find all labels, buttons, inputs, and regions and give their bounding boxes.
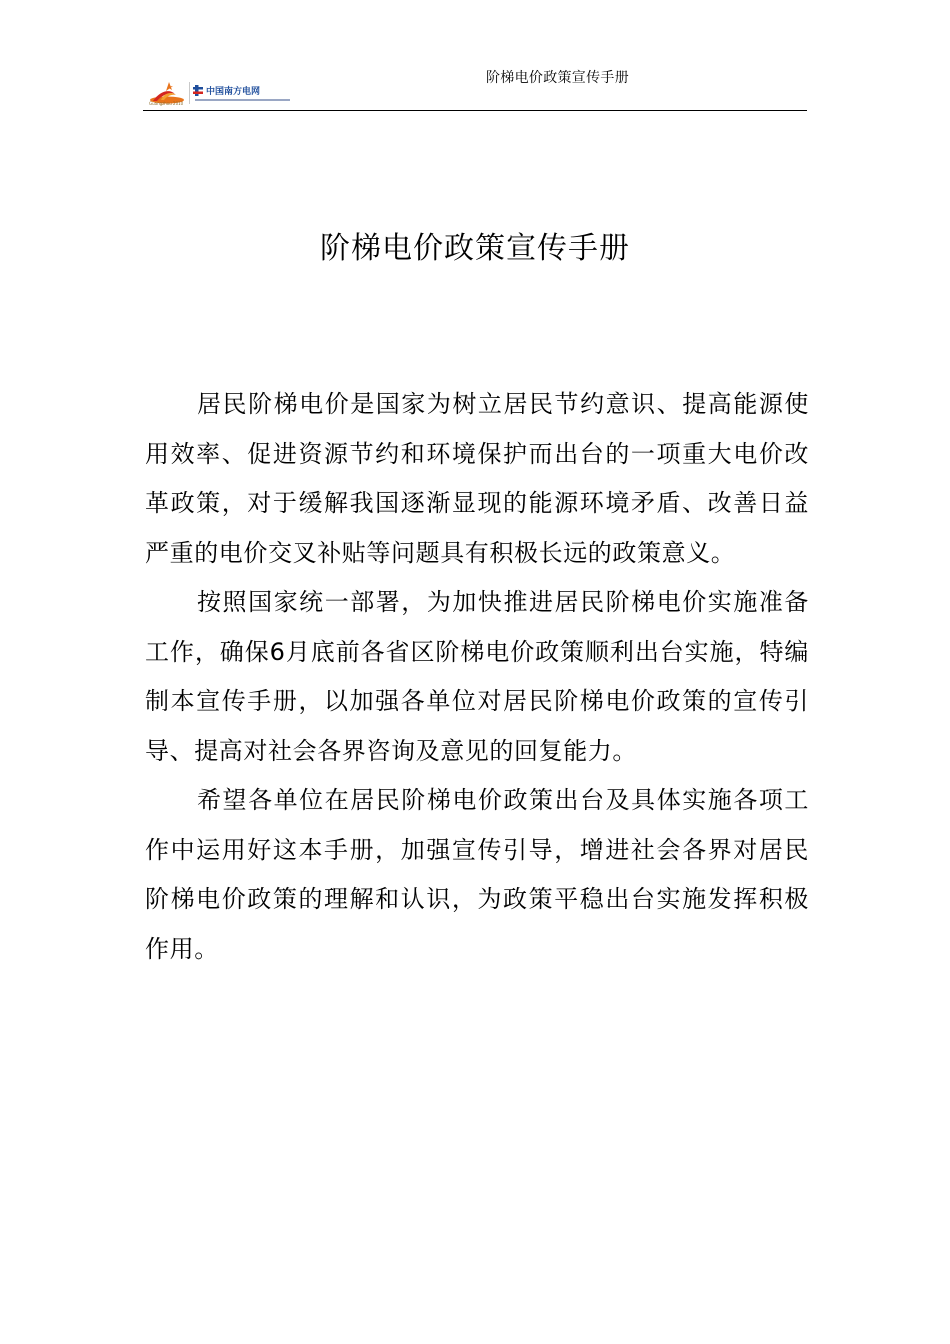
header-title: 阶梯电价政策宣传手册 [486,70,629,86]
china-southern-power-grid-logo [145,80,295,106]
paragraph-purpose: 按照国家统一部署，为加快推进居民阶梯电价实施准备工作，确保6月底前各省区阶梯电价政策顺利出台实施，特编制本宣传手册，以加强各单位对居民阶梯电价政策的宣传引导、提高对社会各界咨询及意见的回复能力。 [145,588,809,765]
paragraph-hope: 希望各单位在居民阶梯电价政策出台及具体实施各项工作中运用好这本手册，加强宣传引导，增进社会各界对居民阶梯电价政策的理解和认识，为政策平稳出台实施发挥积极作用。 [145,786,809,963]
page-header [143,60,807,111]
logo-brand-text: 中国南方电网 [206,87,261,97]
svg-text:Guangzhou 2010: Guangzhou 2010 [149,101,184,106]
document-body [145,380,809,974]
paragraph-intro: 居民阶梯电价是国家为树立居民节约意识、提高能源使用效率、促进资源节约和环境保护而出台的一项重大电价改革政策，对于缓解我国逐渐显现的能源环境矛盾、改善日益严重的电价交叉补贴等问题具有积极长远的政策意义。 [145,390,809,567]
document-title: 阶梯电价政策宣传手册 [320,231,630,266]
